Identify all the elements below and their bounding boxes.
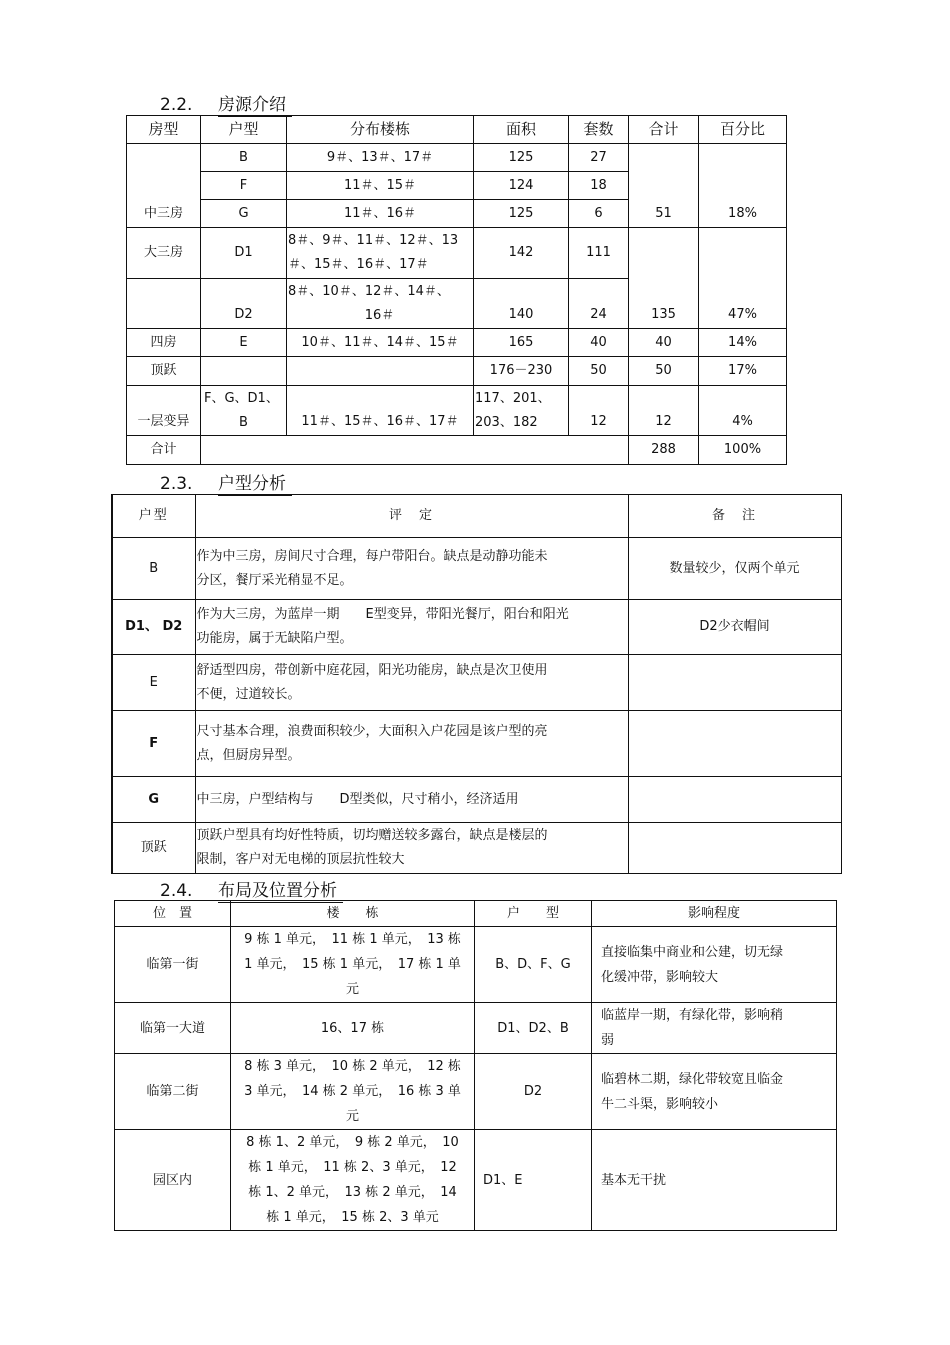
count-cell: 18 bbox=[569, 172, 629, 200]
area-cell: 165 bbox=[474, 329, 569, 357]
count-cell: 12 bbox=[569, 386, 629, 436]
table-row bbox=[112, 655, 841, 711]
header-cell: 楼 栋 bbox=[231, 901, 475, 927]
total-cell: 135 bbox=[629, 228, 699, 329]
table-header-row bbox=[127, 116, 787, 144]
total-cell: 12 bbox=[629, 386, 699, 436]
percent-cell: 17% bbox=[699, 357, 787, 386]
total-cell: 51 bbox=[629, 144, 699, 228]
header-cell: 户型 bbox=[112, 495, 195, 538]
impact-line: 临蓝岸一期，有绿化带，影响稍 bbox=[601, 1008, 784, 1023]
evaluation-line: 作为大三房，为蓝岸一期 E型变异，带阳光餐厅，阳台和阳光 bbox=[196, 607, 569, 622]
evaluation-cell bbox=[195, 823, 628, 874]
header-cell: 房型 bbox=[127, 116, 201, 144]
table-row bbox=[115, 927, 837, 1003]
table-row bbox=[115, 1130, 837, 1231]
impact-line: 临碧林二期，绿化带较宽且临金 bbox=[601, 1071, 784, 1087]
table-row bbox=[112, 711, 841, 777]
count-cell: 40 bbox=[569, 329, 629, 357]
header-cell: 评 定 bbox=[195, 495, 628, 538]
position-cell: 临第一大道 bbox=[115, 1003, 231, 1054]
room-type-cell: 四房 bbox=[127, 329, 201, 357]
evaluation-line: 顶跃户型具有均好性特质，切均赠送较多露台，缺点是楼层的 bbox=[196, 828, 548, 843]
buildings-line: 3 单元， 14 栋 2 单元， 16 栋 3 单 bbox=[244, 1084, 461, 1099]
unit-cell: B bbox=[112, 538, 195, 600]
housing-supply-table bbox=[126, 115, 787, 465]
buildings-cell bbox=[231, 1130, 475, 1231]
header-cell: 分布楼栋 bbox=[287, 116, 474, 144]
room-type-cell: 顶跃 bbox=[127, 357, 201, 386]
buildings-cell bbox=[287, 357, 474, 386]
count-cell: 50 bbox=[569, 357, 629, 386]
unit-cell: F bbox=[112, 711, 195, 777]
evaluation-cell: 中三房，户型结构与 D型类似，尺寸稍小，经济适用 bbox=[195, 777, 628, 823]
unit-cell bbox=[201, 386, 287, 436]
section-number: 2.4. bbox=[160, 881, 193, 901]
unit-cell: D1、 D2 bbox=[112, 600, 195, 655]
note-cell: 数量较少，仅两个单元 bbox=[628, 538, 841, 600]
buildings-cell: 11＃、15＃、16＃、17＃ bbox=[287, 386, 474, 436]
unit-cell: D1、E bbox=[475, 1130, 592, 1231]
section-title: 户型分析 bbox=[218, 469, 292, 496]
total-cell: 50 bbox=[629, 357, 699, 386]
table-row bbox=[115, 1003, 837, 1054]
buildings-line: ＃、15＃、16＃、17＃ bbox=[288, 257, 429, 272]
table-row bbox=[127, 144, 787, 172]
section-heading-2-2 bbox=[160, 90, 292, 117]
percent-cell: 47% bbox=[699, 228, 787, 329]
room-type-cell bbox=[127, 279, 201, 329]
count-cell: 6 bbox=[569, 200, 629, 228]
note-cell: D2少衣帽间 bbox=[628, 600, 841, 655]
area-cell: 125 bbox=[474, 200, 569, 228]
buildings-cell: 9＃、13＃、17＃ bbox=[287, 144, 474, 172]
buildings-line: 8 栋 3 单元， 10 栋 2 单元， 12 栋 bbox=[244, 1059, 461, 1074]
unit-cell: E bbox=[112, 655, 195, 711]
buildings-cell bbox=[287, 279, 474, 329]
unit-cell: F bbox=[201, 172, 287, 200]
header-cell: 套数 bbox=[569, 116, 629, 144]
header-cell: 面积 bbox=[474, 116, 569, 144]
percent-cell: 100% bbox=[699, 436, 787, 465]
buildings-line: 8 栋 1、2 单元， 9 栋 2 单元， 10 bbox=[246, 1135, 459, 1150]
note-cell bbox=[628, 655, 841, 711]
table-row bbox=[127, 329, 787, 357]
area-cell bbox=[474, 386, 569, 436]
section-heading-2-4 bbox=[160, 876, 343, 903]
buildings-line: 8＃、9＃、11＃、12＃、13 bbox=[288, 233, 459, 248]
room-type-cell: 一层变异 bbox=[127, 386, 201, 436]
buildings-cell bbox=[231, 927, 475, 1003]
impact-line: 弱 bbox=[601, 1033, 615, 1048]
evaluation-line: 不便，过道较长。 bbox=[196, 686, 301, 702]
layout-position-table bbox=[114, 900, 837, 1231]
buildings-line: 栋 1 单元， 11 栋 2、3 单元， 12 bbox=[248, 1160, 457, 1175]
evaluation-line: 作为中三房，房间尺寸合理，每户带阳台。缺点是动静功能未 bbox=[196, 548, 548, 564]
empty-cell bbox=[201, 436, 629, 465]
position-cell: 园区内 bbox=[115, 1130, 231, 1231]
total-label-cell: 合计 bbox=[127, 436, 201, 465]
buildings-line: 元 bbox=[345, 1109, 359, 1124]
count-cell: 24 bbox=[569, 279, 629, 329]
buildings-cell: 16、17 栋 bbox=[231, 1003, 475, 1054]
unit-cell: D1、D2、B bbox=[475, 1003, 592, 1054]
unit-cell: B、D、F、G bbox=[475, 927, 592, 1003]
header-cell: 合计 bbox=[629, 116, 699, 144]
area-cell: 124 bbox=[474, 172, 569, 200]
position-cell: 临第二街 bbox=[115, 1054, 231, 1130]
unit-cell: D1 bbox=[201, 228, 287, 279]
header-cell: 百分比 bbox=[699, 116, 787, 144]
unit-cell: B bbox=[201, 144, 287, 172]
room-type-cell: 中三房 bbox=[127, 144, 201, 228]
table-row bbox=[112, 538, 841, 600]
table-row bbox=[127, 228, 787, 279]
unit-cell: D2 bbox=[201, 279, 287, 329]
unit-cell: E bbox=[201, 329, 287, 357]
buildings-line: 1 单元， 15 栋 1 单元， 17 栋 1 单 bbox=[244, 957, 461, 972]
table-total-row bbox=[127, 436, 787, 465]
count-cell: 27 bbox=[569, 144, 629, 172]
header-cell: 位 置 bbox=[115, 901, 231, 927]
evaluation-line: 功能房，属于无缺陷户型。 bbox=[196, 631, 353, 646]
evaluation-line: 尺寸基本合理，浪费面积较少，大面积入户花园是该户型的亮 bbox=[196, 723, 548, 739]
buildings-line: 栋 1、2 单元， 13 栋 2 单元， 14 bbox=[248, 1185, 457, 1200]
note-cell bbox=[628, 777, 841, 823]
evaluation-cell bbox=[195, 711, 628, 777]
percent-cell: 14% bbox=[699, 329, 787, 357]
impact-cell bbox=[592, 927, 837, 1003]
impact-cell: 基本无干扰 bbox=[592, 1130, 837, 1231]
room-type-cell: 大三房 bbox=[127, 228, 201, 279]
impact-line: 直接临集中商业和公建，切无绿 bbox=[601, 944, 784, 960]
position-cell: 临第一街 bbox=[115, 927, 231, 1003]
table-row bbox=[112, 823, 841, 874]
buildings-cell bbox=[231, 1054, 475, 1130]
impact-cell bbox=[592, 1054, 837, 1130]
evaluation-line: 点，但厨房异型。 bbox=[196, 747, 301, 763]
area-cell: 142 bbox=[474, 228, 569, 279]
buildings-line: 9 栋 1 单元， 11 栋 1 单元， 13 栋 bbox=[244, 932, 461, 947]
impact-line: 化缓冲带，影响较大 bbox=[601, 969, 719, 985]
section-number: 2.2. bbox=[160, 95, 193, 115]
unit-cell: 顶跃 bbox=[112, 823, 195, 874]
table-row bbox=[112, 600, 841, 655]
buildings-line: 8＃、10＃、12＃、14＃、 bbox=[288, 283, 450, 299]
header-cell: 户 型 bbox=[475, 901, 592, 927]
note-cell bbox=[628, 823, 841, 874]
evaluation-cell bbox=[195, 600, 628, 655]
total-cell: 288 bbox=[629, 436, 699, 465]
buildings-cell bbox=[287, 228, 474, 279]
header-cell: 户型 bbox=[201, 116, 287, 144]
buildings-line: 16＃ bbox=[364, 307, 395, 323]
section-title: 房源介绍 bbox=[218, 90, 292, 117]
evaluation-line: 分区，餐厅采光稍显不足。 bbox=[196, 572, 353, 588]
buildings-line: 栋 1 单元， 15 栋 2、3 单元 bbox=[266, 1210, 439, 1225]
area-line: 203、182 bbox=[475, 414, 538, 430]
section-heading-2-3 bbox=[160, 469, 292, 496]
impact-cell bbox=[592, 1003, 837, 1054]
percent-cell: 4% bbox=[699, 386, 787, 436]
unit-analysis-table bbox=[111, 494, 842, 874]
buildings-cell: 11＃、15＃ bbox=[287, 172, 474, 200]
note-cell bbox=[628, 711, 841, 777]
header-cell: 影响程度 bbox=[592, 901, 837, 927]
buildings-cell: 10＃、11＃、14＃、15＃ bbox=[287, 329, 474, 357]
area-cell: 140 bbox=[474, 279, 569, 329]
area-cell: 125 bbox=[474, 144, 569, 172]
table-row bbox=[112, 777, 841, 823]
table-row bbox=[127, 386, 787, 436]
evaluation-line: 限制，客户对无电梯的顶层抗性较大 bbox=[196, 852, 405, 867]
percent-cell: 18% bbox=[699, 144, 787, 228]
area-cell: 176－230 bbox=[474, 357, 569, 386]
table-header-row bbox=[115, 901, 837, 927]
count-cell: 111 bbox=[569, 228, 629, 279]
unit-cell: D2 bbox=[475, 1054, 592, 1130]
area-line: 117、201、 bbox=[475, 390, 551, 406]
unit-cell: G bbox=[201, 200, 287, 228]
unit-line: B bbox=[239, 414, 248, 430]
unit-cell bbox=[201, 357, 287, 386]
table-row bbox=[115, 1054, 837, 1130]
total-cell: 40 bbox=[629, 329, 699, 357]
table-header-row bbox=[112, 495, 841, 538]
unit-cell: G bbox=[112, 777, 195, 823]
buildings-cell: 11＃、16＃ bbox=[287, 200, 474, 228]
buildings-line: 元 bbox=[345, 982, 359, 997]
impact-line: 牛二斗渠，影响较小 bbox=[601, 1096, 719, 1112]
evaluation-cell bbox=[195, 655, 628, 711]
table-row bbox=[127, 357, 787, 386]
evaluation-line: 舒适型四房，带创新中庭花园，阳光功能房，缺点是次卫使用 bbox=[196, 662, 548, 678]
header-cell: 备 注 bbox=[628, 495, 841, 538]
section-title: 布局及位置分析 bbox=[218, 876, 343, 903]
evaluation-cell bbox=[195, 538, 628, 600]
unit-line: F、G、D1、 bbox=[204, 390, 279, 406]
section-number: 2.3. bbox=[160, 474, 193, 494]
